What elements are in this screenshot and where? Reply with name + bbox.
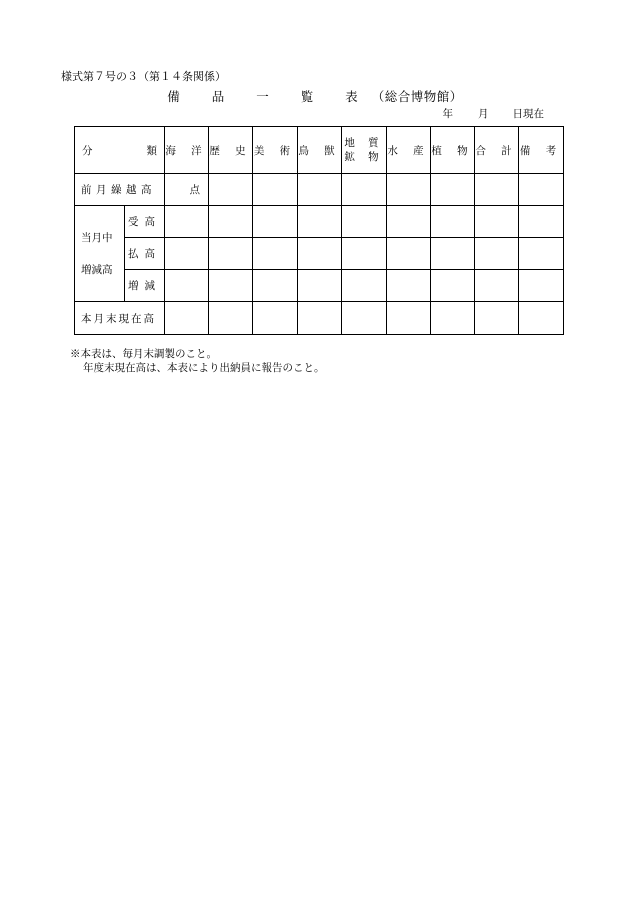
title-main: 備 品 一 覧 表 bbox=[167, 89, 372, 104]
table-cell bbox=[253, 238, 298, 270]
table-cell bbox=[431, 270, 475, 302]
table-cell bbox=[253, 174, 298, 206]
date-year: 年 bbox=[442, 108, 453, 120]
row-label-month-end: 本月末現在高 bbox=[75, 302, 165, 335]
form-number: 様式第７号の３（第１４条関係） bbox=[61, 70, 226, 83]
group-label-line1: 当月中 bbox=[81, 231, 113, 244]
table-cell bbox=[342, 270, 387, 302]
notes bbox=[70, 347, 325, 375]
table-cell bbox=[519, 238, 564, 270]
table-cell bbox=[253, 270, 298, 302]
table-cell bbox=[209, 206, 253, 238]
col-header-history: 歴 史 bbox=[209, 127, 253, 174]
table-row-month-end bbox=[75, 302, 564, 335]
col-header-remarks: 備 考 bbox=[519, 127, 564, 174]
table-cell bbox=[209, 174, 253, 206]
col-header-birds: 鳥 獣 bbox=[298, 127, 342, 174]
table-cell bbox=[387, 270, 431, 302]
header-row bbox=[75, 127, 564, 174]
note-line-2: 年度末現在高は、本表により出納員に報告のこと。 bbox=[83, 362, 325, 374]
row-label-net-change: 増減 bbox=[125, 270, 165, 302]
table-cell bbox=[209, 302, 253, 335]
inventory-table bbox=[74, 126, 564, 335]
table-cell bbox=[209, 238, 253, 270]
table-cell bbox=[431, 206, 475, 238]
table-cell bbox=[475, 302, 519, 335]
table-cell bbox=[253, 302, 298, 335]
table-cell bbox=[298, 302, 342, 335]
category-header-left: 分 bbox=[82, 144, 93, 157]
table-cell bbox=[431, 238, 475, 270]
table-cell bbox=[298, 238, 342, 270]
table-cell bbox=[431, 174, 475, 206]
table-cell bbox=[519, 206, 564, 238]
table-cell bbox=[519, 174, 564, 206]
unit-label: 点 bbox=[165, 174, 209, 206]
col-header-art: 美 術 bbox=[253, 127, 298, 174]
row-label-previous-balance: 前月繰越高 bbox=[75, 174, 165, 206]
table-cell bbox=[519, 270, 564, 302]
table-cell bbox=[475, 270, 519, 302]
col-header-fisheries: 水 産 bbox=[387, 127, 431, 174]
table-cell bbox=[519, 302, 564, 335]
table-cell bbox=[431, 302, 475, 335]
date-month: 月 bbox=[478, 108, 489, 120]
table-row-net-change bbox=[75, 270, 564, 302]
row-label-received: 受高 bbox=[125, 206, 165, 238]
row-label-disbursed: 払高 bbox=[125, 238, 165, 270]
table-cell bbox=[165, 206, 209, 238]
table-cell bbox=[342, 302, 387, 335]
document-title bbox=[0, 87, 630, 105]
col-header-marine: 海 洋 bbox=[165, 127, 209, 174]
as-of-date bbox=[443, 106, 545, 121]
table-row-received bbox=[75, 206, 564, 238]
table-cell bbox=[475, 238, 519, 270]
date-day: 日現在 bbox=[512, 108, 544, 120]
table-cell bbox=[387, 238, 431, 270]
note-line-1: ※本表は、毎月末調製のこと。 bbox=[70, 348, 217, 360]
table-cell bbox=[298, 174, 342, 206]
table-cell bbox=[165, 302, 209, 335]
table-cell bbox=[209, 270, 253, 302]
table-cell bbox=[342, 174, 387, 206]
table-cell bbox=[342, 206, 387, 238]
table-cell bbox=[387, 174, 431, 206]
table-row-previous-balance bbox=[75, 174, 564, 206]
table-cell bbox=[475, 174, 519, 206]
col-header-total: 合 計 bbox=[475, 127, 519, 174]
col-header-geology bbox=[342, 127, 387, 174]
col-header-geology-line1: 地 質 bbox=[344, 137, 384, 149]
table-cell bbox=[387, 206, 431, 238]
title-paren: （総合博物館） bbox=[371, 89, 463, 104]
group-label-line2: 増減高 bbox=[81, 263, 113, 276]
table-cell bbox=[165, 270, 209, 302]
table-cell bbox=[165, 238, 209, 270]
group-label-monthly-change bbox=[75, 206, 125, 302]
col-header-plants: 植 物 bbox=[431, 127, 475, 174]
category-header-right: 類 bbox=[146, 144, 157, 157]
table-cell bbox=[475, 206, 519, 238]
col-header-geology-line2: 鉱 物 bbox=[344, 151, 384, 163]
table-cell bbox=[298, 206, 342, 238]
table-cell bbox=[298, 270, 342, 302]
category-header bbox=[75, 127, 165, 174]
table-cell bbox=[387, 302, 431, 335]
table-row-disbursed bbox=[75, 238, 564, 270]
table-cell bbox=[253, 206, 298, 238]
table-cell bbox=[342, 238, 387, 270]
